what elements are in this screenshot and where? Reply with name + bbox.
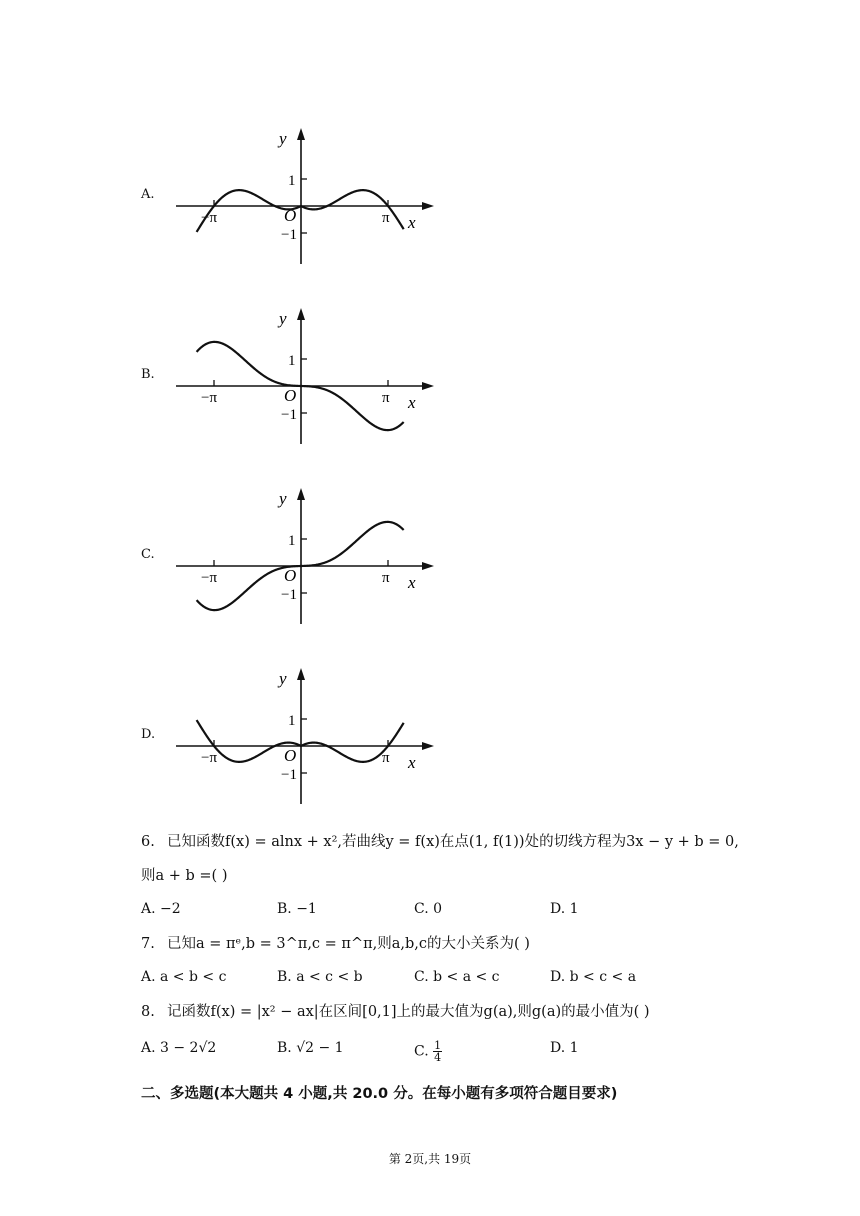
tick-label-one: 1 (288, 353, 296, 369)
y-axis-label: y (279, 129, 287, 148)
option-d-label: D. (141, 727, 156, 742)
choice-d: D. 1 (550, 901, 579, 917)
graph-svg (168, 668, 438, 818)
question-6-choices (141, 901, 761, 921)
tick-label-neg-one: −1 (281, 767, 297, 783)
graph-option-c (168, 488, 438, 638)
question-number: 6. (141, 834, 155, 850)
y-axis-arrow (297, 308, 305, 320)
graph-option-a (168, 128, 438, 278)
choice-b: B. a < c < b (277, 969, 363, 985)
choice-a: A. a < b < c (141, 969, 227, 985)
choice-c-label: C. (414, 1043, 429, 1060)
y-axis-arrow (297, 128, 305, 140)
question-text: 已知a = πᵉ,b = 3^π,c = π^π,则a,b,c的大小关系为( ) (167, 936, 530, 952)
tick-label-neg-pi: −π (201, 210, 218, 226)
tick-label-pi: π (382, 750, 390, 766)
y-axis-arrow (297, 668, 305, 680)
x-axis-arrow (422, 202, 434, 210)
x-axis-label: x (408, 753, 416, 772)
option-b-label: B. (141, 367, 155, 382)
origin-label: O (284, 206, 297, 225)
choice-b: B. −1 (277, 901, 317, 917)
choice-d: D. 1 (550, 1040, 579, 1056)
option-a-label: A. (141, 187, 155, 202)
tick-label-neg-one: −1 (281, 407, 297, 423)
fraction-denominator: 4 (434, 1051, 442, 1064)
tick-label-neg-one: −1 (281, 227, 297, 243)
tick-label-pi: π (382, 210, 390, 226)
x-axis-arrow (422, 562, 434, 570)
question-8-choices (141, 1039, 761, 1064)
question-6-continued (141, 866, 227, 886)
choice-c: C. 0 (414, 901, 443, 917)
question-text: 记函数f(x) = |x² − ax|在区间[0,1]上的最大值为g(a),则g(a)的最小值为( ) (167, 1004, 650, 1020)
x-axis-arrow (422, 382, 434, 390)
fraction (433, 1040, 442, 1063)
choice-a: A. 3 − 2√2 (141, 1040, 217, 1056)
tick-label-one: 1 (288, 713, 296, 729)
graph-option-b (168, 308, 438, 458)
tick-label-one: 1 (288, 533, 296, 549)
y-axis-label: y (279, 669, 287, 688)
choice-c: C. b < a < c (414, 969, 500, 985)
graph-option-d (168, 668, 438, 818)
tick-label-neg-pi: −π (201, 750, 218, 766)
page-footer: 第 2页,共 19页 (388, 1152, 472, 1166)
choice-d: D. b < c < a (550, 969, 637, 985)
choice-a: A. −2 (141, 901, 181, 917)
question-7 (141, 934, 530, 954)
question-6 (141, 832, 739, 852)
question-8 (141, 1002, 650, 1022)
tick-label-pi: π (382, 570, 390, 586)
origin-label: O (284, 386, 297, 405)
question-text-continued: 则a + b =( ) (141, 868, 228, 884)
x-axis-arrow (422, 742, 434, 750)
x-axis-label: x (408, 213, 416, 232)
tick-label-neg-pi: −π (201, 390, 218, 406)
tick-label-neg-one: −1 (281, 587, 297, 603)
question-text: 已知函数f(x) = alnx + x²,若曲线y = f(x)在点(1, f(1))处的切线方程为3x − y + b = 0, (167, 834, 739, 850)
y-axis-arrow (297, 488, 305, 500)
choice-c (414, 1040, 442, 1063)
x-axis-label: x (408, 393, 416, 412)
y-axis-label: y (279, 489, 287, 508)
graph-svg (168, 128, 438, 278)
fraction-numerator: 1 (434, 1039, 442, 1052)
section-heading: 二、多选题(本大题共 4 小题,共 20.0 分。在每小题有多项符合题目要求) (141, 1086, 618, 1102)
y-axis-label: y (279, 309, 287, 328)
tick-label-pi: π (382, 390, 390, 406)
origin-label: O (284, 746, 297, 765)
question-number: 7. (141, 936, 155, 952)
x-axis-label: x (408, 573, 416, 592)
question-7-choices (141, 969, 761, 989)
graph-svg (168, 488, 438, 638)
origin-label: O (284, 566, 297, 585)
question-number: 8. (141, 1004, 155, 1020)
tick-label-one: 1 (288, 173, 296, 189)
function-curve (197, 720, 404, 762)
option-c-label: C. (141, 547, 155, 562)
tick-label-neg-pi: −π (201, 570, 218, 586)
graph-svg (168, 308, 438, 458)
choice-b: B. √2 − 1 (277, 1040, 344, 1056)
function-curve (197, 190, 404, 232)
